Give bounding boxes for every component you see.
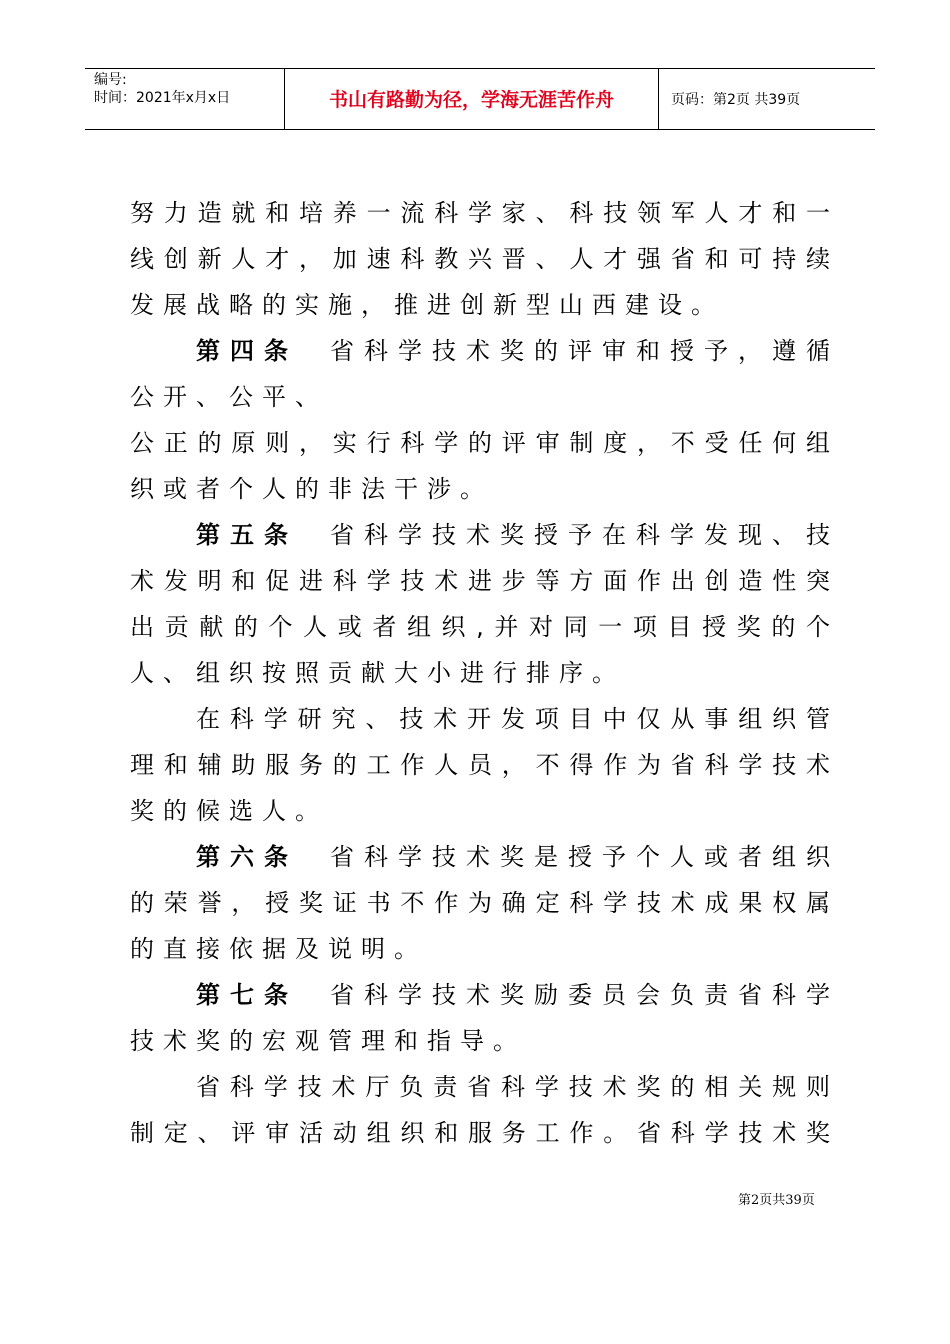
article-number: 第四条 xyxy=(196,337,298,365)
text-line: 技术奖的宏观管理和指导。 xyxy=(130,1027,526,1055)
article-number: 第五条 xyxy=(196,521,298,549)
text-line: 省科学技术厅负责省科学技术奖的相关规则 xyxy=(196,1073,830,1101)
article-number: 第六条 xyxy=(196,843,298,871)
text-line: 的直接依据及说明。 xyxy=(130,935,427,963)
document-body xyxy=(130,190,830,1156)
text-line: 努力造就和培养一流科学家、科技领军人才和一 xyxy=(130,199,830,227)
header-table xyxy=(85,68,875,130)
text-line: 术发明和促进科学技术进步等方面作出创造性突 xyxy=(130,567,830,595)
page-code: 页码：第2页 共39页 xyxy=(671,92,801,108)
text-line: 织或者个人的非法干涉。 xyxy=(130,475,493,503)
article-line: 第四条 省科学技术奖的评审和授予，遵循 xyxy=(196,337,830,365)
text-line: 奖的候选人。 xyxy=(130,797,328,825)
header-right-cell xyxy=(659,69,875,129)
page-footer: 第2页共39页 xyxy=(738,1193,815,1208)
header-middle-cell xyxy=(285,69,659,129)
text-line: 公开、公平、 xyxy=(130,383,328,411)
code-label: 编号: xyxy=(94,72,127,88)
text-line: 线创新人才，加速科教兴晋、人才强省和可持续 xyxy=(130,245,830,273)
article-number: 第七条 xyxy=(196,981,298,1009)
text-line: 在科学研究、技术开发项目中仅从事组织管 xyxy=(196,705,830,733)
text-line: 的荣誉，授奖证书不作为确定科学技术成果权属 xyxy=(130,889,830,917)
text-line: 制定、评审活动组织和服务工作。省科学技术奖 xyxy=(130,1119,830,1147)
motto: 书山有路勤为径，学海无涯苦作舟 xyxy=(328,89,614,111)
article-line: 第六条 省科学技术奖是授予个人或者组织 xyxy=(196,843,830,871)
time-label: 时间：2021年x月x日 xyxy=(94,90,231,106)
text-line: 出贡献的个人或者组织,并对同一项目授奖的个 xyxy=(130,613,830,641)
article-line: 第五条 省科学技术奖授予在科学发现、技 xyxy=(196,521,830,549)
text-line: 人、组织按照贡献大小进行排序。 xyxy=(130,659,625,687)
article-line: 第七条 省科学技术奖励委员会负责省科学 xyxy=(196,981,830,1009)
text-line: 理和辅助服务的工作人员，不得作为省科学技术 xyxy=(130,751,830,779)
text-line: 公正的原则，实行科学的评审制度，不受任何组 xyxy=(130,429,830,457)
text-line: 发展战略的实施，推进创新型山西建设。 xyxy=(130,291,724,319)
header-left-cell xyxy=(85,69,285,129)
